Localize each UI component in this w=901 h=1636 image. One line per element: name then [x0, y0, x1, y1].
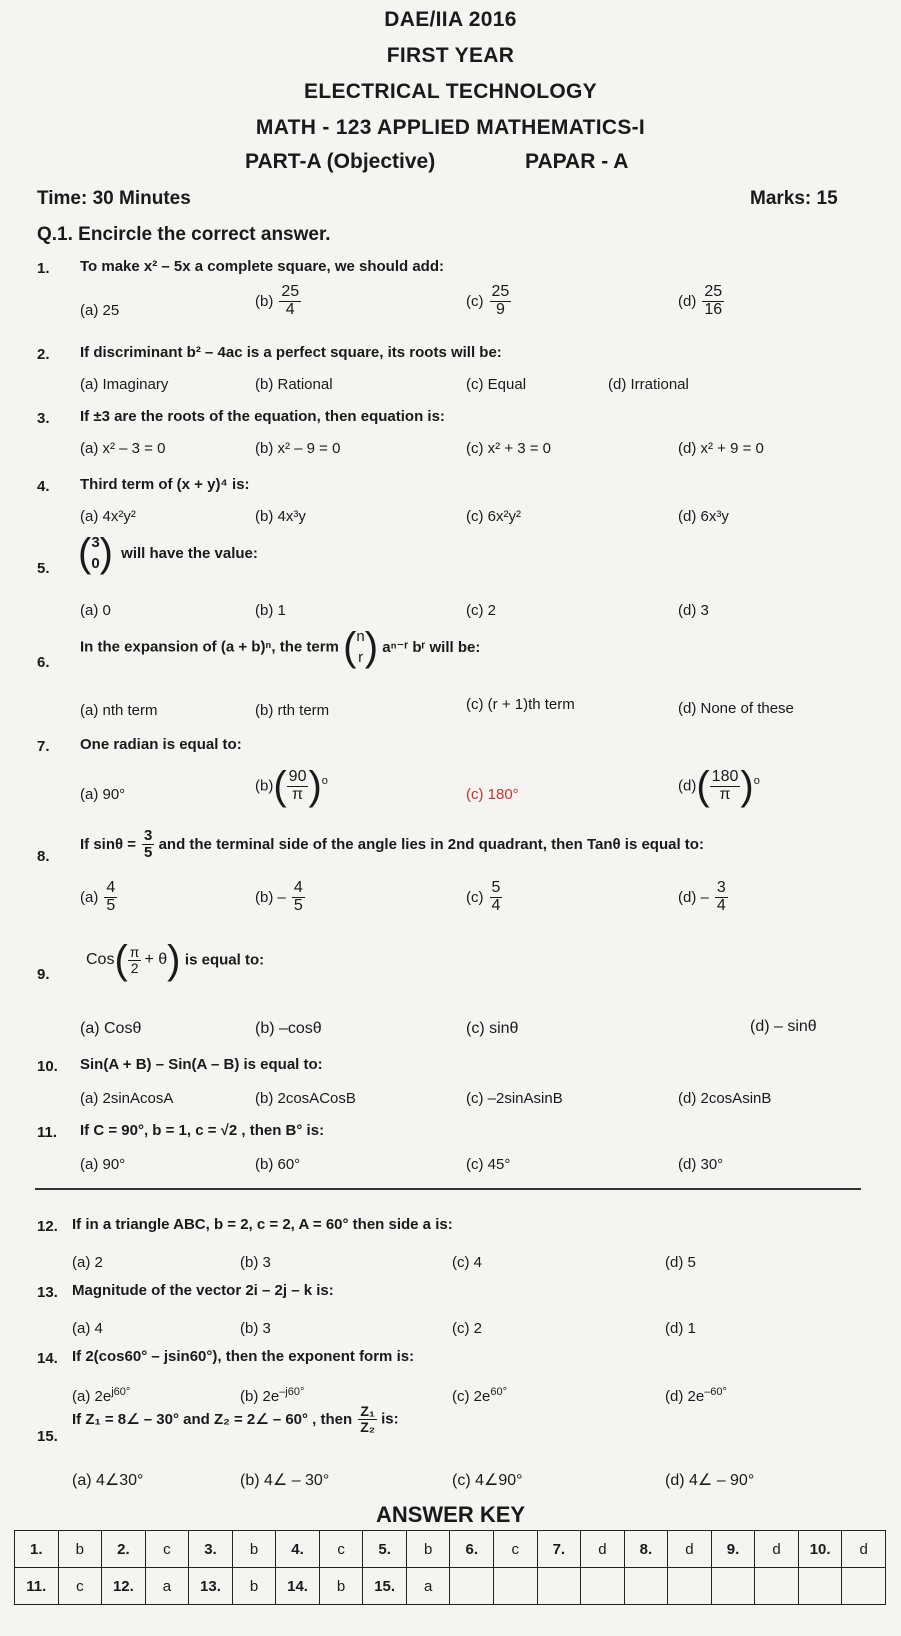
option-c: (c) 2: [452, 1320, 482, 1337]
question-number: 5.: [37, 560, 50, 577]
key-cell: d: [668, 1531, 712, 1568]
answer-key-row: [15, 1568, 886, 1605]
key-cell: 6.: [450, 1531, 494, 1568]
key-cell: 3.: [189, 1531, 233, 1568]
key-cell: 7.: [537, 1531, 581, 1568]
key-cell: [798, 1568, 842, 1605]
option-a: (a) Cosθ: [80, 1020, 142, 1037]
option-b: (b) 3: [240, 1320, 271, 1337]
question-text: In the expansion of (a + b)ⁿ, the term ( n r ) aⁿ⁻ʳ bʳ will be:: [80, 625, 481, 669]
option-a: (a) 90°: [80, 1156, 126, 1173]
option-a: (a) 4: [72, 1320, 103, 1337]
option-a: (a) x² – 3 = 0: [80, 440, 166, 457]
option-c: (c) sinθ: [466, 1020, 519, 1037]
question-text: If in a triangle ABC, b = 2, c = 2, A = 60° then side a is:: [72, 1216, 453, 1233]
option-c: (c) Equal: [466, 376, 527, 393]
question-text: Third term of (x + y)⁴ is:: [80, 476, 250, 493]
exam-class: FIRST YEAR: [386, 44, 515, 67]
question-number: 9.: [37, 966, 50, 983]
question-text: Magnitude of the vector 2i – 2j – k is:: [72, 1282, 334, 1299]
option-a: (a) 0: [80, 602, 111, 619]
option-a: (a) 4∠30°: [72, 1472, 144, 1489]
key-cell: 11.: [15, 1568, 59, 1605]
key-cell: 15.: [363, 1568, 407, 1605]
question-text: One radian is equal to:: [80, 736, 242, 753]
instruction: Q.1. Encircle the correct answer.: [37, 224, 331, 245]
question-number: 13.: [37, 1284, 58, 1301]
key-cell: c: [58, 1568, 102, 1605]
answer-key-row: [15, 1531, 886, 1568]
question-number: 1.: [37, 260, 50, 277]
answer-key-title: ANSWER KEY: [375, 1502, 526, 1527]
key-cell: [494, 1568, 538, 1605]
key-cell: [668, 1568, 712, 1605]
key-cell: c: [494, 1531, 538, 1568]
key-cell: a: [145, 1568, 189, 1605]
option-b: (b) –cosθ: [255, 1020, 322, 1037]
question-text: If sinθ = $\frac{3}{5}$ and the terminal side of the angle lies in 2nd quadrant, then Tanθ is equal to:: [80, 827, 704, 861]
question-text: Sin(A + B) – Sin(A – B) is equal to:: [80, 1056, 323, 1073]
key-cell: [755, 1568, 799, 1605]
option-d: (d) 6x³y: [678, 508, 729, 525]
question-text: If discriminant b² – 4ac is a perfect square, its roots will be:: [80, 344, 502, 361]
option-d: (d) None of these: [678, 700, 794, 717]
option-d: (d) – sinθ: [750, 1018, 817, 1035]
option-d: (d) 3: [678, 602, 709, 619]
key-cell: a: [406, 1568, 450, 1605]
option-a: (a) nth term: [80, 702, 158, 719]
question-text: To make x² – 5x a complete square, we should add:: [80, 258, 444, 275]
option-b: (b) 4x³y: [255, 508, 306, 525]
option-b: (b) 3: [240, 1254, 271, 1271]
option-c: (c) 180°: [466, 786, 519, 803]
option-b: (b) 4∠ – 30°: [240, 1472, 330, 1489]
key-cell: c: [145, 1531, 189, 1568]
option-d: (d) $2e^{-60^\circ}$: [665, 1386, 727, 1405]
exam-part: PART-A (Objective): [245, 150, 436, 173]
option-a: (a) $2e^{j60^\circ}$: [72, 1386, 131, 1405]
option-a: (a) 4x²y²: [80, 508, 136, 525]
question-text: If ±3 are the roots of the equation, then equation is:: [80, 408, 445, 425]
option-b: (b) $2e^{-j60^\circ}$: [240, 1386, 305, 1405]
option-c: (c) –2sinAsinB: [466, 1090, 563, 1107]
option-a: (a) $\frac{4}{5}$: [80, 879, 116, 914]
time-label: Time: 30 Minutes: [37, 188, 191, 209]
key-cell: 8.: [624, 1531, 668, 1568]
key-cell: b: [58, 1531, 102, 1568]
question-text: If Z₁ = 8∠ – 30° and Z₂ = 2∠ – 60° , then $\frac{\text{Z₁}}{\text{Z₂}}$ is:: [72, 1403, 399, 1435]
question-number: 8.: [37, 848, 50, 865]
option-c: (c) 45°: [466, 1156, 511, 1173]
key-cell: [711, 1568, 755, 1605]
option-d: (d) – $\frac{3}{4}$: [678, 879, 726, 914]
marks-label: Marks: 15: [750, 188, 838, 209]
option-d: (d) Irrational: [608, 376, 689, 393]
key-cell: b: [406, 1531, 450, 1568]
key-cell: b: [232, 1568, 276, 1605]
exam-paper: PAPAR - A: [525, 150, 629, 173]
question-number: 12.: [37, 1218, 58, 1235]
key-cell: 10.: [798, 1531, 842, 1568]
key-cell: [842, 1568, 886, 1605]
question-number: 14.: [37, 1350, 58, 1367]
option-b: (b) $\frac{25}{4}$: [255, 283, 300, 318]
option-c: (c) 4: [452, 1254, 482, 1271]
option-a: (a) 2sinAcosA: [80, 1090, 174, 1107]
option-c: (c) $2e^{60^\circ}$: [452, 1386, 507, 1405]
key-cell: 12.: [102, 1568, 146, 1605]
question-number: 15.: [37, 1428, 58, 1445]
key-cell: b: [319, 1568, 363, 1605]
question-number: 11.: [37, 1124, 58, 1141]
key-cell: d: [755, 1531, 799, 1568]
key-cell: [624, 1568, 668, 1605]
option-c: (c) 2: [466, 602, 496, 619]
key-cell: [537, 1568, 581, 1605]
exam-course: MATH - 123 APPLIED MATHEMATICS-I: [255, 116, 646, 139]
question-number: 7.: [37, 738, 50, 755]
exam-subject: ELECTRICAL TECHNOLOGY: [304, 80, 597, 103]
option-b: (b) 2cosACosB: [255, 1090, 356, 1107]
option-d: (d) $\frac{25}{16}$: [678, 283, 723, 318]
option-d: (d) 2cosAsinB: [678, 1090, 772, 1107]
question-text: If C = 90°, b = 1, c = √2 , then B° is:: [80, 1122, 325, 1139]
key-cell: 2.: [102, 1531, 146, 1568]
option-c: (c) 6x²y²: [466, 508, 521, 525]
answer-key-table: [14, 1530, 886, 1605]
key-cell: d: [842, 1531, 886, 1568]
option-c: (c) x² + 3 = 0: [466, 440, 552, 457]
question-number: 2.: [37, 346, 50, 363]
divider: [35, 1188, 861, 1190]
option-b: (b) 1: [255, 602, 286, 619]
key-cell: [450, 1568, 494, 1605]
option-b: (b) x² – 9 = 0: [255, 440, 341, 457]
option-a: (a) 2: [72, 1254, 103, 1271]
option-d: (d) 30°: [678, 1156, 724, 1173]
option-a: (a) 25: [80, 302, 120, 319]
key-cell: 13.: [189, 1568, 233, 1605]
key-cell: [581, 1568, 625, 1605]
option-d: (d) 4∠ – 90°: [665, 1472, 755, 1489]
question-number: 3.: [37, 410, 50, 427]
option-c: (c) (r + 1)th term: [466, 696, 575, 713]
option-b: (b) 60°: [255, 1156, 301, 1173]
question-text: ( 3 0 ) will have the value:: [78, 531, 258, 575]
key-cell: 14.: [276, 1568, 320, 1605]
option-b: (b) – $\frac{4}{5}$: [255, 879, 303, 914]
option-d: (d)( $\frac{180}{\pi}$ )$^o$: [678, 764, 760, 808]
option-c: (c) $\frac{25}{9}$: [466, 283, 510, 318]
key-cell: 4.: [276, 1531, 320, 1568]
option-b: (b)( $\frac{90}{\pi}$ )$^o$: [255, 764, 328, 808]
question-number: 4.: [37, 478, 50, 495]
question-number: 10.: [37, 1058, 58, 1075]
option-d: (d) 5: [665, 1254, 696, 1271]
option-c: (c) $\frac{5}{4}$: [466, 879, 501, 914]
option-a: (a) Imaginary: [80, 376, 169, 393]
key-cell: b: [232, 1531, 276, 1568]
question-text: Cos( $\frac{\pi}{2}$ + θ) is equal to:: [86, 938, 265, 982]
key-cell: 9.: [711, 1531, 755, 1568]
exam-year: DAE/IIA 2016: [384, 8, 517, 31]
option-a: (a) 90°: [80, 786, 126, 803]
option-d: (d) 1: [665, 1320, 696, 1337]
option-d: (d) x² + 9 = 0: [678, 440, 764, 457]
key-cell: 5.: [363, 1531, 407, 1568]
option-c: (c) 4∠90°: [452, 1472, 523, 1489]
key-cell: d: [581, 1531, 625, 1568]
option-b: (b) Rational: [255, 376, 333, 393]
key-cell: 1.: [15, 1531, 59, 1568]
option-b: (b) rth term: [255, 702, 330, 719]
question-number: 6.: [37, 654, 50, 671]
question-text: If 2(cos60° – jsin60°), then the exponent form is:: [72, 1348, 415, 1365]
key-cell: c: [319, 1531, 363, 1568]
